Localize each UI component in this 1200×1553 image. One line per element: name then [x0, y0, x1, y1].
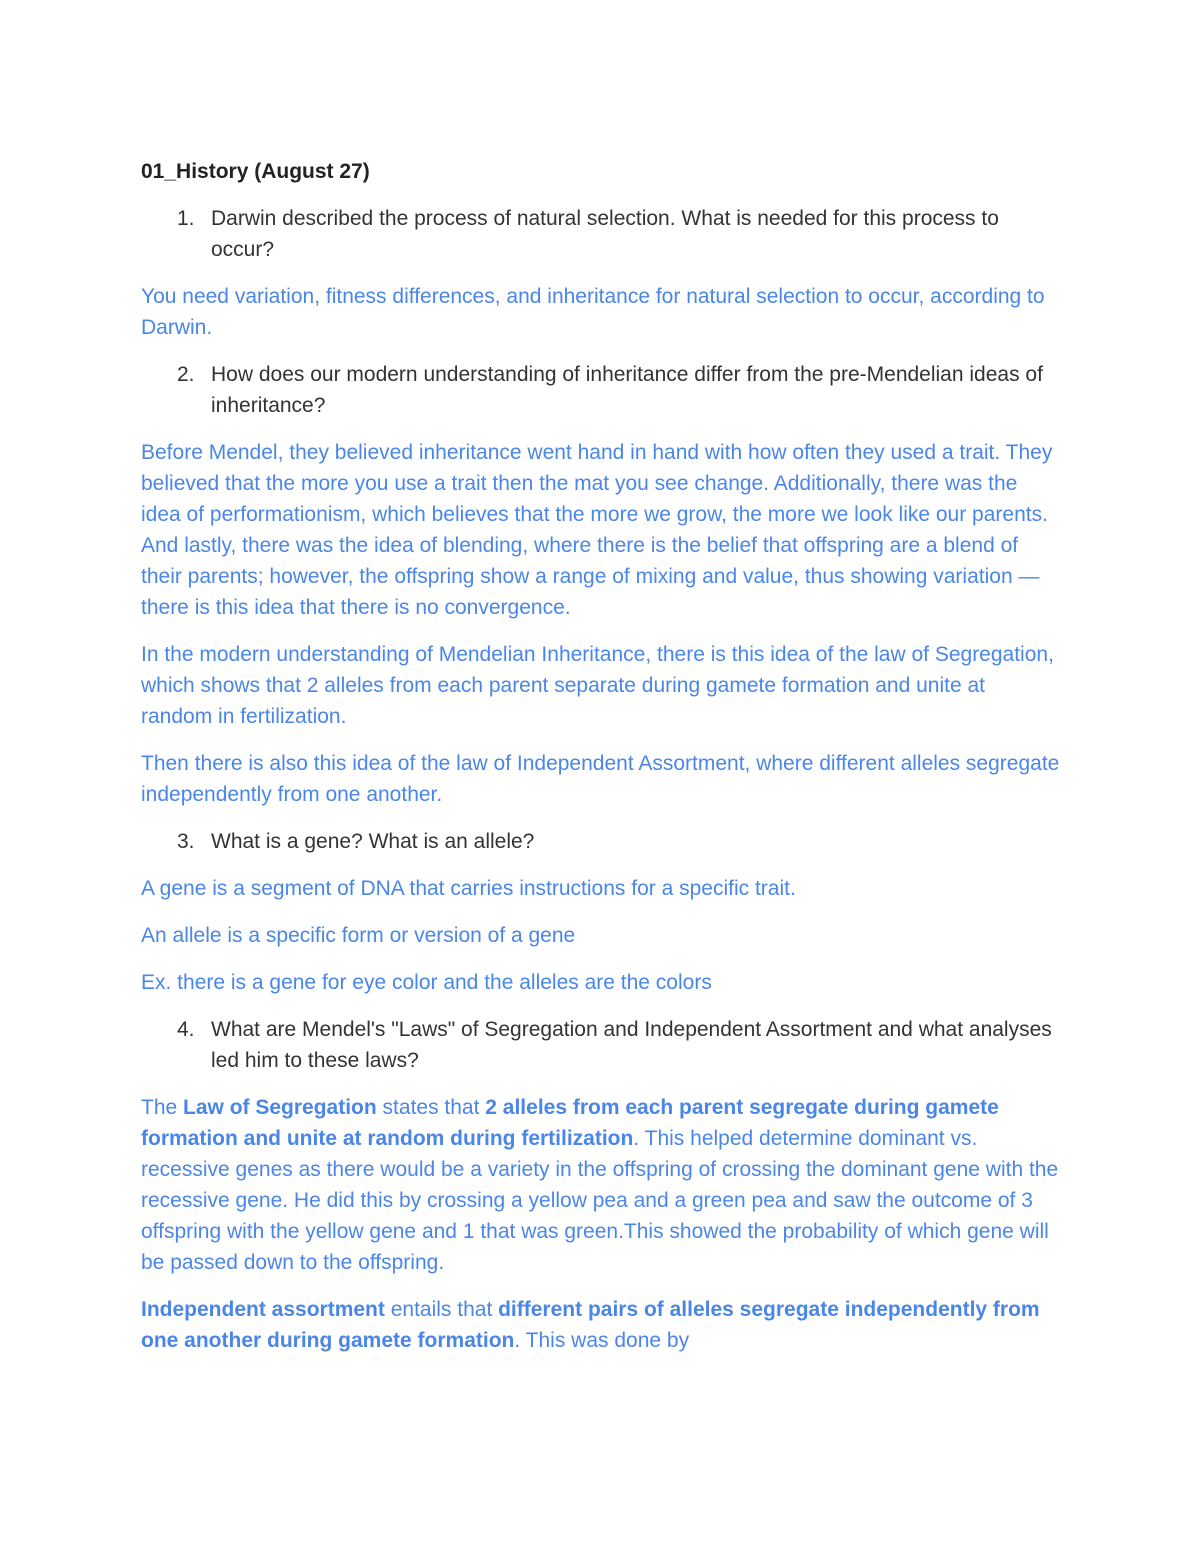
- question-2: [141, 359, 1061, 421]
- document-page: [141, 156, 1061, 1372]
- question-1: [141, 203, 1061, 265]
- answer-3-paragraph-2: An allele is a specific form or version of a gene: [141, 924, 576, 947]
- question-number: 2.: [177, 363, 195, 386]
- question-text: What is a gene? What is an allele?: [211, 830, 535, 853]
- answer-3-paragraph-1: A gene is a segment of DNA that carries instructions for a specific trait.: [141, 877, 796, 900]
- answer-text: entails that: [384, 1298, 499, 1321]
- question-number: 4.: [177, 1018, 195, 1041]
- answer-text: . This helped determine dominant vs. recessive genes as there would be a variety in the offspring of crossing the dominant gene with the recessive gene. He did this by crossing a yellow pea and a green pea and saw the outcome of 3 offspring with the yellow gene and 1 that was green.This showed the probability of which gene will be passed down to the offspring.: [141, 1127, 1059, 1274]
- question-text: How does our modern understanding of inheritance differ from the pre-Mendelian ideas of inheritance?: [211, 363, 1043, 417]
- answer-emphasis: Law of Segregation: [183, 1096, 377, 1119]
- answer-3-paragraph-3: Ex. there is a gene for eye color and the alleles are the colors: [141, 971, 712, 994]
- answer-text: . This was done by: [514, 1329, 690, 1352]
- answer-text: The: [141, 1096, 184, 1119]
- answer-emphasis: Independent assortment: [141, 1298, 385, 1321]
- answer-4-paragraph-1: [141, 1092, 1061, 1278]
- document-title: 01_History (August 27): [141, 160, 370, 183]
- answer-2-paragraph-1: Before Mendel, they believed inheritance went hand in hand with how often they used a trait. They believed that the more you use a trait then the mat you see change. Additionally, there was the idea of performationism, which believes that the more we grow, the more we look like our parents. And lastly, there was the idea of blending, where there is the belief that offspring are a blend of their parents; however, the offspring show a range of mixing and value, thus showing variation — there is this idea that there is no convergence.: [141, 441, 1053, 619]
- question-3: [141, 826, 1061, 857]
- question-number: 3.: [177, 830, 195, 853]
- answer-emphasis: different pairs of alleles segregate independently from one another during gamete formation: [141, 1298, 1040, 1352]
- question-number: 1.: [177, 207, 195, 230]
- answer-4-paragraph-2: [141, 1294, 1061, 1356]
- answer-2-paragraph-2: In the modern understanding of Mendelian Inheritance, there is this idea of the law of Segregation, which shows that 2 alleles from each parent separate during gamete formation and unite at random in fertilization.: [141, 643, 1054, 728]
- answer-text: states that: [376, 1096, 486, 1119]
- answer-1-paragraph-1: You need variation, fitness differences, and inheritance for natural selection to occur, according to Darwin.: [141, 285, 1045, 339]
- question-text: Darwin described the process of natural selection. What is needed for this process to occur?: [211, 207, 999, 261]
- answer-emphasis: 2 alleles from each parent segregate during gamete formation and unite at random during fertilization: [141, 1096, 999, 1150]
- question-4: [141, 1014, 1061, 1076]
- answer-2-paragraph-3: Then there is also this idea of the law of Independent Assortment, where different alleles segregate independently from one another.: [141, 752, 1060, 806]
- question-text: What are Mendel's "Laws" of Segregation and Independent Assortment and what analyses led him to these laws?: [211, 1018, 1052, 1072]
